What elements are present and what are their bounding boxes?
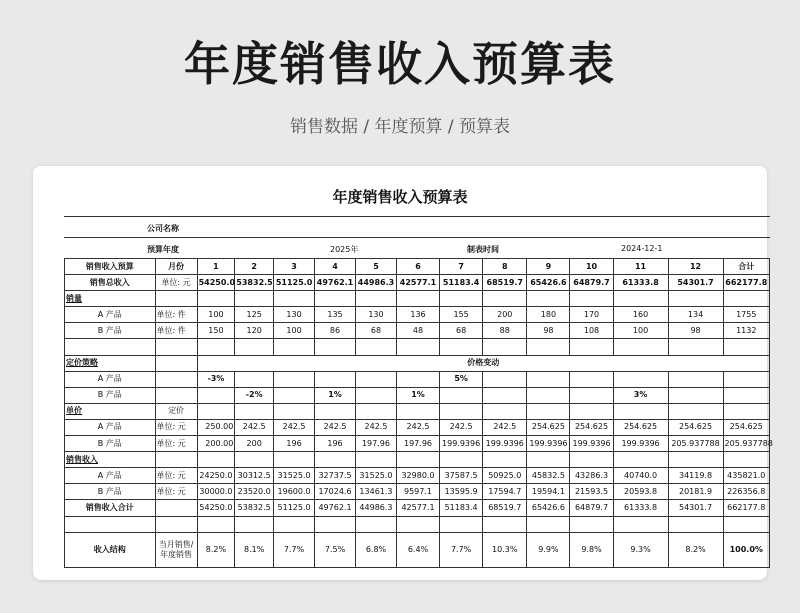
data-cell: 130	[274, 307, 315, 323]
data-cell	[483, 371, 527, 387]
data-cell: 19594.1	[527, 484, 570, 500]
data-cell: 68	[356, 323, 397, 339]
set-price-cell: 250.00	[197, 419, 235, 435]
empty-cell	[356, 339, 397, 355]
empty-cell	[155, 516, 197, 532]
data-cell: 196	[274, 436, 315, 452]
data-cell: 68	[440, 323, 483, 339]
data-cell: 53832.5	[235, 500, 274, 516]
data-cell: 86	[315, 323, 356, 339]
data-cell: 170	[570, 307, 613, 323]
table-row	[65, 307, 770, 323]
data-cell: 200	[235, 436, 274, 452]
data-cell: 9597.1	[396, 484, 439, 500]
page-title: 年度销售收入预算表	[184, 37, 616, 91]
header-cell: 销售收入预算	[65, 259, 156, 275]
header-cell: 7	[440, 259, 483, 275]
data-cell: 51125.0	[274, 500, 315, 516]
data-cell: 32737.5	[315, 468, 356, 484]
sheet-title: 年度销售收入预算表	[332, 188, 468, 206]
empty-cell	[483, 291, 527, 307]
empty-cell	[197, 403, 235, 419]
data-cell: 254.625	[527, 419, 570, 435]
data-cell: 100	[274, 323, 315, 339]
data-cell: 50925.0	[483, 468, 527, 484]
empty-cell	[197, 452, 235, 468]
empty-cell	[483, 516, 527, 532]
data-cell: 200	[483, 307, 527, 323]
data-cell	[197, 387, 235, 403]
empty-cell	[723, 452, 769, 468]
spacer-row	[65, 516, 770, 532]
empty-cell	[570, 291, 613, 307]
empty-cell	[315, 452, 356, 468]
empty-cell	[155, 500, 197, 516]
data-cell: 48	[396, 323, 439, 339]
row-label: A 产品	[65, 468, 156, 484]
data-cell: 49762.1	[315, 500, 356, 516]
data-cell: 43286.3	[570, 468, 613, 484]
data-cell	[315, 371, 356, 387]
empty-cell	[613, 339, 668, 355]
table-row	[65, 419, 770, 435]
empty-cell	[356, 452, 397, 468]
data-cell	[356, 371, 397, 387]
header-cell: 9	[527, 259, 570, 275]
data-cell: 205.937788	[723, 436, 769, 452]
empty-cell	[527, 291, 570, 307]
title-underline	[64, 216, 770, 217]
empty-cell	[274, 339, 315, 355]
row-label: A 产品	[65, 419, 156, 435]
empty-cell	[723, 291, 769, 307]
empty-cell	[440, 339, 483, 355]
data-cell: 254.625	[668, 419, 723, 435]
data-cell: 1%	[315, 387, 356, 403]
empty-cell	[570, 452, 613, 468]
data-cell: 435821.0	[723, 468, 769, 484]
empty-cell	[155, 387, 197, 403]
data-cell	[440, 387, 483, 403]
row-label: A 产品	[65, 307, 156, 323]
data-cell: 120	[235, 323, 274, 339]
data-cell: 17594.7	[483, 484, 527, 500]
data-cell: 20593.8	[613, 484, 668, 500]
empty-cell	[155, 371, 197, 387]
data-cell: 68519.7	[483, 275, 527, 291]
data-cell: 42577.1	[396, 500, 439, 516]
data-cell: 19600.0	[274, 484, 315, 500]
empty-cell	[65, 516, 156, 532]
data-cell: 98	[527, 323, 570, 339]
data-cell: 199.9396	[570, 436, 613, 452]
data-cell: 37587.5	[440, 468, 483, 484]
empty-cell	[668, 291, 723, 307]
empty-cell	[440, 452, 483, 468]
data-cell: 134	[668, 307, 723, 323]
data-cell: 199.9396	[527, 436, 570, 452]
empty-cell	[723, 339, 769, 355]
data-cell: 662177.8	[723, 500, 769, 516]
empty-cell	[440, 516, 483, 532]
empty-cell	[274, 452, 315, 468]
unit-cell: 单位: 元	[155, 468, 197, 484]
empty-cell	[155, 355, 197, 371]
data-cell: 196	[315, 436, 356, 452]
data-cell: 54250.0	[197, 275, 235, 291]
data-cell: 42577.1	[396, 275, 439, 291]
spacer-row	[65, 339, 770, 355]
empty-cell	[723, 387, 769, 403]
empty-cell	[235, 339, 274, 355]
header-cell: 5	[356, 259, 397, 275]
data-cell: 64879.7	[570, 275, 613, 291]
section-row	[65, 403, 770, 419]
data-cell: 45832.5	[527, 468, 570, 484]
data-cell: 662177.8	[723, 275, 769, 291]
section-label-revenue: 销售收入	[65, 452, 156, 468]
empty-cell	[235, 516, 274, 532]
data-cell: 160	[613, 307, 668, 323]
set-price-cell: 200.00	[197, 436, 235, 452]
data-cell	[483, 387, 527, 403]
unit-cell: 单位: 元	[155, 275, 197, 291]
data-cell: 125	[235, 307, 274, 323]
data-cell: 199.9396	[440, 436, 483, 452]
data-cell: 98	[668, 323, 723, 339]
data-cell: 34119.8	[668, 468, 723, 484]
data-cell: 8.1%	[235, 532, 274, 567]
table-row	[65, 468, 770, 484]
empty-cell	[315, 516, 356, 532]
empty-cell	[570, 516, 613, 532]
data-cell: 61333.8	[613, 275, 668, 291]
row-label: B 产品	[65, 323, 156, 339]
empty-cell	[274, 516, 315, 532]
header-cell: 8	[483, 259, 527, 275]
header-cell: 月份	[155, 259, 197, 275]
data-cell: 242.5	[356, 419, 397, 435]
data-cell: 30312.5	[235, 468, 274, 484]
empty-cell	[570, 339, 613, 355]
data-cell: 180	[527, 307, 570, 323]
data-cell: 254.625	[613, 419, 668, 435]
empty-cell	[483, 339, 527, 355]
data-cell: 20181.9	[668, 484, 723, 500]
data-cell	[668, 371, 723, 387]
data-cell: 31525.0	[356, 468, 397, 484]
data-cell: 7.5%	[315, 532, 356, 567]
data-cell: 205.937788	[668, 436, 723, 452]
table-row	[65, 275, 770, 291]
section-row	[65, 291, 770, 307]
data-cell: 242.5	[315, 419, 356, 435]
data-cell: 1132	[723, 323, 769, 339]
empty-cell	[155, 452, 197, 468]
row-label: A 产品	[65, 371, 156, 387]
empty-cell	[396, 291, 439, 307]
date-label: 制表时间	[467, 245, 499, 254]
empty-cell	[613, 291, 668, 307]
data-cell: 54301.7	[668, 275, 723, 291]
data-cell: 150	[197, 323, 235, 339]
empty-cell	[396, 452, 439, 468]
row-label: 销售收入合计	[65, 500, 156, 516]
section-row	[65, 355, 770, 371]
data-cell: 8.2%	[668, 532, 723, 567]
year-label: 预算年度	[147, 245, 179, 254]
section-label-unit-price: 单价	[65, 403, 156, 419]
empty-cell	[613, 516, 668, 532]
row-label: B 产品	[65, 436, 156, 452]
data-cell: 197.96	[396, 436, 439, 452]
data-cell: 100	[613, 323, 668, 339]
empty-cell	[356, 403, 397, 419]
data-cell	[570, 371, 613, 387]
data-cell: 51183.4	[440, 275, 483, 291]
empty-cell	[155, 339, 197, 355]
section-label-volume: 销量	[65, 291, 156, 307]
data-cell: 68519.7	[483, 500, 527, 516]
empty-cell	[483, 452, 527, 468]
company-underline	[64, 237, 770, 238]
empty-cell	[440, 403, 483, 419]
data-cell: 155	[440, 307, 483, 323]
empty-cell	[235, 452, 274, 468]
empty-cell	[315, 291, 356, 307]
data-cell: 100	[197, 307, 235, 323]
empty-cell	[65, 339, 156, 355]
data-cell: 65426.6	[527, 500, 570, 516]
empty-cell	[197, 516, 235, 532]
unit-cell: 单位: 件	[155, 307, 197, 323]
data-cell: 44986.3	[356, 275, 397, 291]
row-label: 收入结构	[65, 532, 156, 567]
row-label: B 产品	[65, 484, 156, 500]
header-cell: 1	[197, 259, 235, 275]
data-cell: 108	[570, 323, 613, 339]
data-cell: 24250.0	[197, 468, 235, 484]
data-cell: 23520.0	[235, 484, 274, 500]
data-cell: 254.625	[570, 419, 613, 435]
data-cell: 54250.0	[197, 500, 235, 516]
empty-cell	[235, 291, 274, 307]
empty-cell	[668, 452, 723, 468]
data-cell: -2%	[235, 387, 274, 403]
table-row	[65, 371, 770, 387]
data-cell: 130	[356, 307, 397, 323]
table-row	[65, 500, 770, 516]
header-cell: 合计	[723, 259, 769, 275]
data-cell: 199.9396	[483, 436, 527, 452]
data-cell: 30000.0	[197, 484, 235, 500]
data-cell	[527, 387, 570, 403]
table-row	[65, 484, 770, 500]
header-cell: 3	[274, 259, 315, 275]
data-cell: 88	[483, 323, 527, 339]
header-cell: 6	[396, 259, 439, 275]
empty-cell	[396, 403, 439, 419]
data-cell	[570, 387, 613, 403]
data-cell: 242.5	[440, 419, 483, 435]
empty-cell	[613, 403, 668, 419]
data-cell: 53832.5	[235, 275, 274, 291]
empty-cell	[483, 403, 527, 419]
data-cell: 31525.0	[274, 468, 315, 484]
data-cell: 17024.6	[315, 484, 356, 500]
data-cell: 40740.0	[613, 468, 668, 484]
data-cell: 13595.9	[440, 484, 483, 500]
data-cell: 21593.5	[570, 484, 613, 500]
empty-cell	[723, 371, 769, 387]
empty-cell	[527, 516, 570, 532]
data-cell: 242.5	[235, 419, 274, 435]
set-price-label: 定价	[155, 403, 197, 419]
data-cell: 54301.7	[668, 500, 723, 516]
unit-cell: 单位: 元	[155, 484, 197, 500]
data-cell: 44986.3	[356, 500, 397, 516]
data-cell: -3%	[197, 371, 235, 387]
header-cell: 10	[570, 259, 613, 275]
unit-cell: 单位: 元	[155, 419, 197, 435]
data-cell	[613, 371, 668, 387]
data-cell: 6.8%	[356, 532, 397, 567]
empty-cell	[396, 516, 439, 532]
data-cell: 9.9%	[527, 532, 570, 567]
empty-cell	[668, 516, 723, 532]
empty-cell	[356, 516, 397, 532]
empty-cell	[396, 339, 439, 355]
header-cell: 2	[235, 259, 274, 275]
spreadsheet-card	[33, 166, 773, 580]
ratio-sub-label: 当月销售/年度销售	[155, 532, 197, 567]
unit-cell: 单位: 元	[155, 436, 197, 452]
budget-table	[64, 258, 773, 568]
data-cell: 136	[396, 307, 439, 323]
data-cell: 10.3%	[483, 532, 527, 567]
data-cell: 64879.7	[570, 500, 613, 516]
empty-cell	[155, 291, 197, 307]
data-cell: 9.8%	[570, 532, 613, 567]
empty-cell	[197, 291, 235, 307]
empty-cell	[527, 403, 570, 419]
empty-cell	[668, 339, 723, 355]
data-cell: 199.9396	[613, 436, 668, 452]
data-cell: 242.5	[274, 419, 315, 435]
data-cell	[396, 371, 439, 387]
empty-cell	[315, 403, 356, 419]
empty-cell	[570, 403, 613, 419]
year-value: 2025年	[330, 245, 359, 254]
data-cell: 51125.0	[274, 275, 315, 291]
data-cell: 32980.0	[396, 468, 439, 484]
empty-cell	[356, 291, 397, 307]
table-row	[65, 387, 770, 403]
header-cell: 12	[668, 259, 723, 275]
empty-cell	[723, 516, 769, 532]
data-cell: 197.96	[356, 436, 397, 452]
empty-cell	[723, 403, 769, 419]
data-cell	[235, 371, 274, 387]
table-row	[65, 436, 770, 452]
data-cell: 13461.3	[356, 484, 397, 500]
data-cell: 65426.6	[527, 275, 570, 291]
header-cell: 4	[315, 259, 356, 275]
company-label: 公司名称	[147, 224, 179, 233]
header-row	[65, 259, 770, 275]
data-cell: 9.3%	[613, 532, 668, 567]
empty-cell	[197, 339, 235, 355]
row-label: B 产品	[65, 387, 156, 403]
data-cell: 3%	[613, 387, 668, 403]
date-value: 2024-12-1	[621, 244, 663, 253]
empty-cell	[235, 403, 274, 419]
data-cell: 1%	[396, 387, 439, 403]
data-cell	[274, 371, 315, 387]
header-cell: 11	[613, 259, 668, 275]
data-cell: 49762.1	[315, 275, 356, 291]
section-row	[65, 452, 770, 468]
data-cell: 7.7%	[274, 532, 315, 567]
data-cell: 61333.8	[613, 500, 668, 516]
data-cell: 135	[315, 307, 356, 323]
data-cell: 1755	[723, 307, 769, 323]
empty-cell	[440, 291, 483, 307]
data-cell: 51183.4	[440, 500, 483, 516]
data-cell: 6.4%	[396, 532, 439, 567]
empty-cell	[527, 339, 570, 355]
data-cell: 226356.8	[723, 484, 769, 500]
data-cell: 7.7%	[440, 532, 483, 567]
table-row	[65, 323, 770, 339]
row-label: 销售总收入	[65, 275, 156, 291]
data-cell: 242.5	[483, 419, 527, 435]
empty-cell	[274, 403, 315, 419]
data-cell	[274, 387, 315, 403]
breadcrumb: 销售数据 / 年度预算 / 预算表	[289, 117, 511, 137]
table-row	[65, 532, 770, 567]
empty-cell	[315, 339, 356, 355]
data-cell	[527, 371, 570, 387]
unit-cell: 单位: 件	[155, 323, 197, 339]
empty-cell	[613, 452, 668, 468]
price-change-label: 价格变动	[197, 355, 769, 371]
data-cell: 254.625	[723, 419, 769, 435]
data-cell	[356, 387, 397, 403]
data-cell: 5%	[440, 371, 483, 387]
empty-cell	[527, 452, 570, 468]
empty-cell	[274, 291, 315, 307]
section-label-pricing: 定价策略	[65, 355, 156, 371]
data-cell: 100.0%	[723, 532, 769, 567]
data-cell: 242.5	[396, 419, 439, 435]
data-cell	[668, 387, 723, 403]
data-cell: 8.2%	[197, 532, 235, 567]
empty-cell	[668, 403, 723, 419]
